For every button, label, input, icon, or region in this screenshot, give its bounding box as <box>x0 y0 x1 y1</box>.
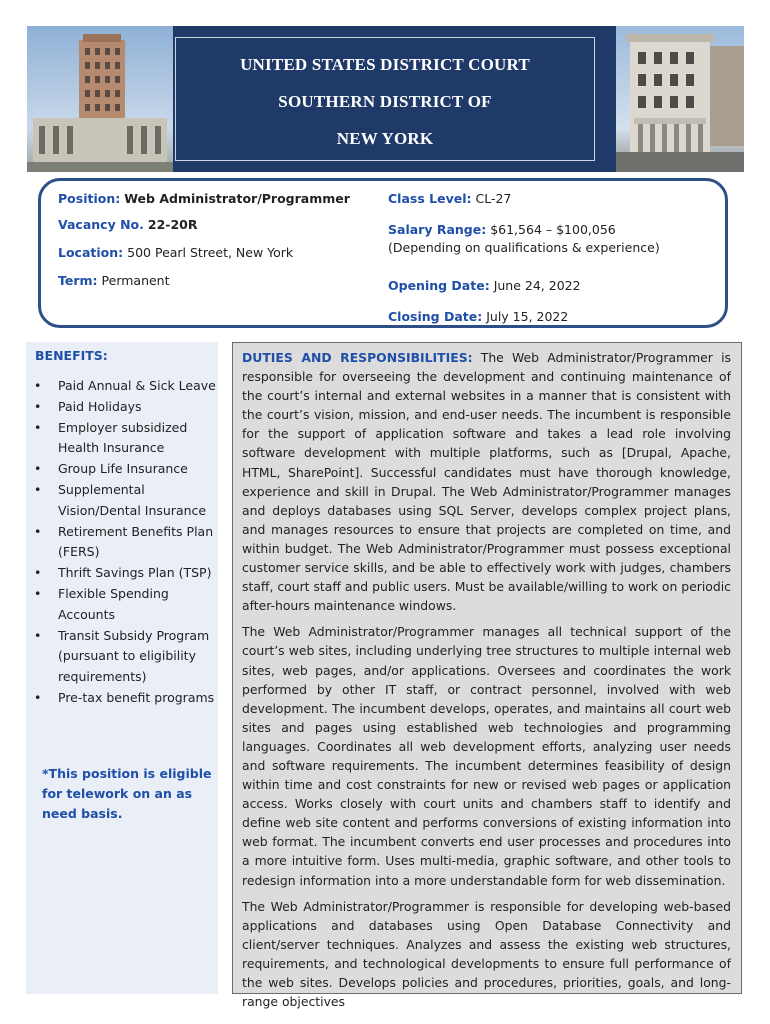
duties-heading: DUTIES AND RESPONSIBILITIES: <box>242 350 473 365</box>
telework-note: *This position is eligible for telework on an as need basis. <box>42 766 212 821</box>
court-title-line-1: UNITED STATES DISTRICT COURT <box>240 55 530 74</box>
term-row <box>58 271 170 290</box>
location-value: 500 Pearl Street, New York <box>127 245 294 260</box>
vacancy-row <box>58 215 197 234</box>
list-item: • Transit Subsidy Program (pursuant to eligibility requirements) <box>34 627 210 685</box>
list-item: • Retirement Benefits Plan (FERS) <box>34 523 214 560</box>
class-level-row <box>388 189 511 208</box>
bullet-icon: • <box>34 398 42 414</box>
list-item: • Supplemental Vision/Dental Insurance <box>34 481 207 518</box>
duties-panel <box>232 342 742 1010</box>
benefits-list <box>26 376 216 709</box>
header-banner <box>27 26 744 172</box>
bullet-icon: • <box>34 585 42 601</box>
position-row <box>58 189 350 208</box>
duties-paragraph-3: The Web Administrator/Programmer is responsible for developing web-based applications and databases using Open Database Connectivity and client/server techniques. Analyzes and assess the existing web structures, requirements, and technological developments to ensure full performance of the web sites. Develops policies and procedures, priorities, goals, and long-range objectives <box>242 898 731 1010</box>
term-label: Term: <box>58 273 98 288</box>
benefits-title: BENEFITS: <box>35 348 108 363</box>
list-item: • Thrift Savings Plan (TSP) <box>26 563 216 584</box>
closing-date-value: July 15, 2022 <box>486 309 569 324</box>
court-title-line-2: SOUTHERN DISTRICT OF <box>278 92 492 111</box>
class-level-label: Class Level: <box>388 191 472 206</box>
location-row <box>58 243 293 262</box>
bullet-icon: • <box>34 378 42 393</box>
benefits-panel <box>26 342 218 994</box>
location-label: Location: <box>58 245 124 260</box>
bullet-icon: • <box>34 565 42 581</box>
bullet-icon: • <box>34 419 42 435</box>
courthouse-photo-left <box>27 26 173 172</box>
bullet-icon: • <box>34 461 42 477</box>
bullet-icon: • <box>34 627 42 643</box>
bullet-icon: • <box>34 689 42 705</box>
bullet-icon: • <box>34 481 42 497</box>
closing-date-label: Closing Date: <box>388 309 483 324</box>
court-title-line-3: NEW YORK <box>336 129 434 148</box>
closing-date-row <box>388 307 568 326</box>
duties-paragraph-1-text: The Web Administrator/Programmer is responsible for overseeing the development and continuing maintenance of the court’s internal and external websites in a manner that is consistent with the court’s vision, mission, and end-user needs. The incumbent is responsible for the support of application software and takes a lead role involving software development with multiple platforms, such as [Drupal, Apache, HTML, SharePoint]. Successful candidates must have thorough knowledge, experience and skill in Drupal. The Web Administrator/Programmer manages and deploys databases using SQL Server, develops complex project plans, and manages resources to ensure that projects are completed on time, and within budget. The Web Administrator/Programmer must possess exceptional customer service skills, and be able to effectively work with judges, chambers staff, court staff and public users. Must be available/willing to work on periodic after-hours maintenance windows. <box>242 350 731 614</box>
courthouse-photo-right <box>616 26 744 172</box>
list-item: • Pre-tax benefit programs <box>26 688 216 709</box>
salary-note: (Depending on qualifications & experience) <box>388 240 660 255</box>
duties-paragraph-1 <box>233 348 741 615</box>
salary-value: $61,564 – $100,056 <box>490 222 616 237</box>
salary-row <box>388 220 616 239</box>
list-item: • Employer subsidized Health Insurance <box>34 419 188 456</box>
position-label: Position: <box>58 191 121 206</box>
duties-paragraph-2: The Web Administrator/Programmer manages all technical support of the court’s web sites, including underlying tree structures to multiple internal web sites, web pages, and/or applications. Oversees and coordinates the work performed by other IT staff, or contract personnel, involved with web development. The incumbent develops, operates, and maintains all court web sites and pages using established web technologies and programming languages. Coordinates all web development efforts, analyzing user needs and software requirements. The incumbent determines feasibility of design within time and cost constraints for new or revised web pages or application access. Works closely with court units and chambers staff to identify and define web site content and performs conversions of existing information into web format. The incumbent converts end user processes and procedures into a more intuitive form. Uses multi-media, graphic software, and other tools to redesign information into a more understandable form for web dissemination. <box>242 624 731 888</box>
vacancy-label: Vacancy No. <box>58 217 144 232</box>
courthouse-building-image <box>616 26 744 172</box>
position-value: Web Administrator/Programmer <box>124 191 350 206</box>
term-value: Permanent <box>101 273 170 288</box>
opening-date-value: June 24, 2022 <box>493 278 581 293</box>
vacancy-value: 22-20R <box>147 217 198 232</box>
list-item: • Group Life Insurance <box>26 459 216 480</box>
list-item: • Paid Holidays <box>26 397 216 418</box>
list-item: • Paid Annual & Sick Leave <box>26 376 216 397</box>
courthouse-tower-image <box>27 26 173 172</box>
opening-date-row <box>388 276 581 295</box>
class-level-value: CL-27 <box>475 191 512 206</box>
list-item: • Flexible Spending Accounts <box>34 585 169 622</box>
court-title-box <box>175 37 595 161</box>
bullet-icon: • <box>34 523 42 539</box>
opening-date-label: Opening Date: <box>388 278 490 293</box>
salary-label: Salary Range: <box>388 222 487 237</box>
